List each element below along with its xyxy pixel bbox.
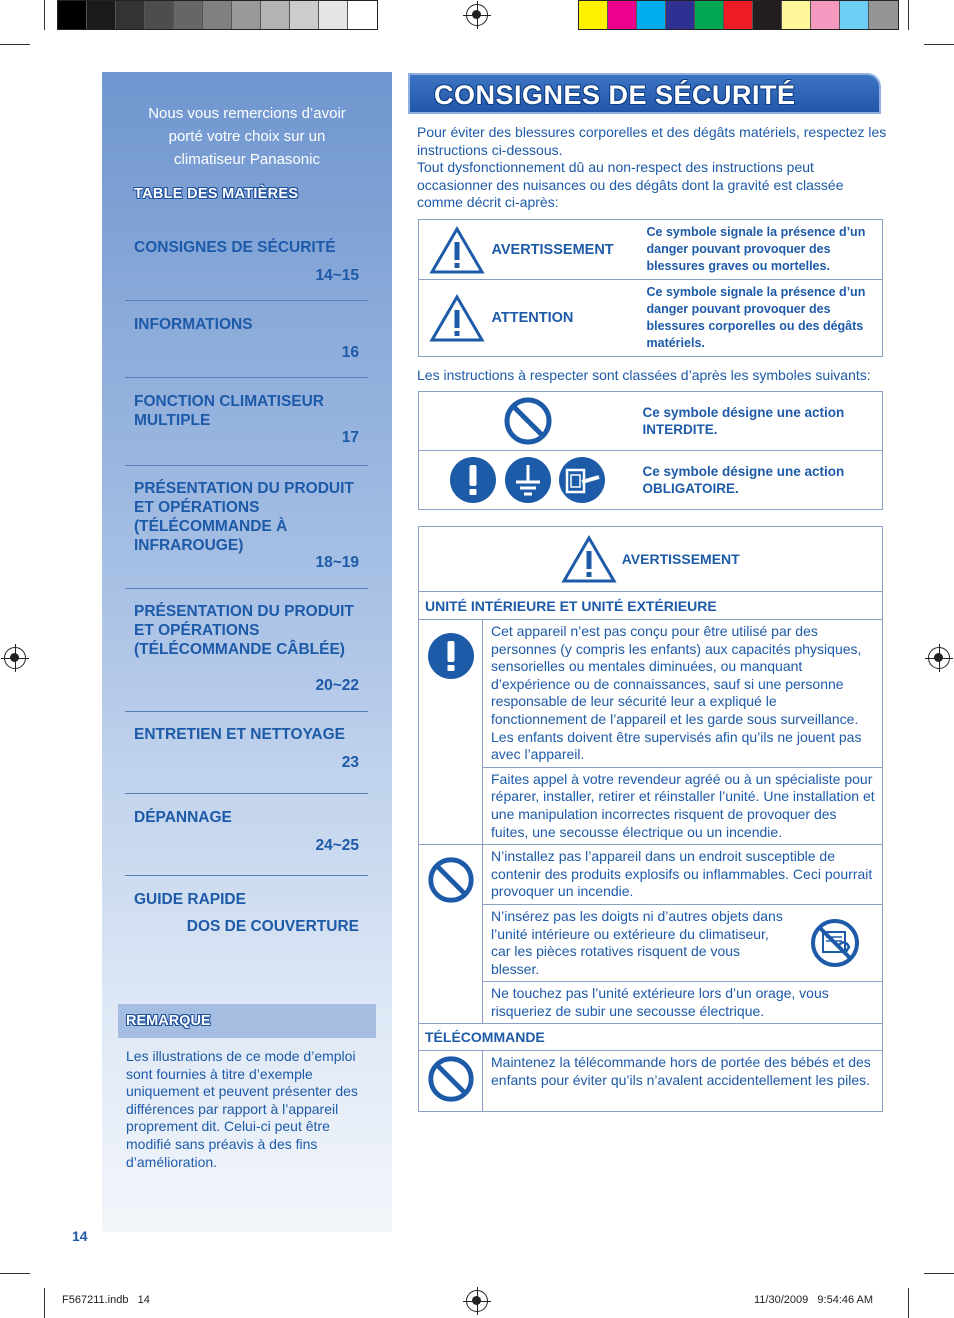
mandatory-icon: [427, 632, 475, 680]
toc-divider: [125, 793, 368, 794]
warning-item: Cet appareil n’est pas conçu pour être utilisé par des personnes (y compris les enfants) aux capacités physiques, sensorielles ou mentales diminuées, ou manquant d’expérience ou de connaissances, sauf si une personne responsable de leur sécurité leur a expliqué le fonctionnement de l’appareil et les garde sous surveillance. Les enfants doivent être supervisés afin qu’ils ne jouent pas avec l’appareil.: [483, 620, 883, 768]
toc-page: 20~22: [315, 677, 359, 694]
section-title-bar: [408, 73, 881, 114]
page-number: 14: [72, 1228, 88, 1244]
crop-mark: [908, 1288, 909, 1318]
toc-label: PRÉSENTATION DU PRODUIT ET OPÉRATIONS (TÉLÉCOMMANDE À INFRAROUGE): [134, 480, 354, 554]
color-swatch: [695, 1, 724, 29]
caution-triangle-icon: [429, 293, 485, 343]
toc-divider: [125, 465, 368, 466]
hazard-level-desc: Ce symbole signale la présence d’un danger pouvant provoquer des blessures graves ou mortelles.: [641, 220, 883, 280]
note-header: [118, 1004, 376, 1038]
registration-mark-icon: [4, 647, 26, 669]
unplug-icon: [558, 456, 606, 504]
crop-mark: [908, 0, 909, 30]
intro-text: Pour éviter des blessures corporelles et des dégâts matériels, respectez les instructions ci-dessous.: [417, 124, 887, 158]
color-swatch: [58, 1, 87, 29]
symbol-cell: [419, 451, 637, 510]
section-heading-units: UNITÉ INTÉRIEURE ET UNITÉ EXTÉRIEURE: [419, 592, 883, 620]
toc-label: INFORMATIONS: [134, 316, 253, 333]
toc-divider: [125, 300, 368, 301]
toc-label: ENTRETIEN ET NETTOYAGE: [134, 726, 346, 743]
color-swatch: [840, 1, 869, 29]
icon-cell: [419, 1051, 483, 1112]
warning-item: Ne touchez pas l’unité extérieure lors d’un orage, vous risqueriez de subir une secousse électrique.: [483, 982, 883, 1024]
toc-divider: [125, 588, 368, 589]
warning-item: Faites appel à votre revendeur agréé ou à un spécialiste pour réparer, installer, retirer et réinstaller l’unité. Une installation et une manipulation incorrectes risquent de provoquer des fuites, une secousse électrique ou un incendie.: [483, 767, 883, 844]
toc-item-safety[interactable]: [134, 238, 359, 288]
color-swatch: [666, 1, 695, 29]
registration-mark-icon: [466, 1290, 488, 1312]
thanks-line: porté votre choix sur un: [168, 128, 326, 145]
color-swatch: [348, 1, 377, 29]
toc-label: CONSIGNES DE SÉCURITÉ: [134, 239, 336, 256]
page-title: CONSIGNES DE SÉCURITÉ: [434, 80, 796, 110]
crop-mark: [44, 1288, 45, 1318]
toc-page: 23: [341, 754, 359, 771]
file-label: F567211.indb 14: [62, 1294, 150, 1306]
crop-mark: [0, 44, 30, 45]
toc-label: DÉPANNAGE: [134, 809, 232, 826]
toc-page: 24~25: [315, 837, 359, 854]
warning-triangle-icon: [561, 534, 617, 584]
mandatory-icon: [449, 456, 497, 504]
color-swatch: [319, 1, 348, 29]
toc-label: FONCTION CLIMATISEUR MULTIPLE: [134, 393, 325, 429]
sidebar: [102, 72, 392, 1232]
color-swatch: [290, 1, 319, 29]
hazard-level-cell: [419, 280, 641, 357]
thanks-line: Nous vous remercions d’avoir: [148, 105, 346, 122]
toc-divider: [125, 711, 368, 712]
toc-divider: [125, 875, 368, 876]
hazard-level-label: AVERTISSEMENT: [491, 241, 614, 258]
toc-label: GUIDE RAPIDE: [134, 891, 246, 908]
color-swatch: [579, 1, 608, 29]
toc-item-wired-remote[interactable]: [134, 602, 359, 698]
toc-page: 16: [341, 344, 359, 361]
warning-item: N’insérez pas les doigts ni d’autres objets dans l’unité intérieure ou extérieure du climatiseur, car les pièces rotatives risquent de vous blesser.: [491, 907, 783, 977]
prohibited-icon: [426, 1054, 476, 1104]
ground-icon: [504, 456, 552, 504]
toc-item-information[interactable]: [134, 315, 359, 365]
color-swatch: [87, 1, 116, 29]
icon-cell: [419, 845, 483, 1024]
toc-item-multi-function[interactable]: [134, 392, 359, 448]
prohibited-icon: [426, 855, 476, 905]
registration-mark-icon: [466, 4, 488, 26]
crop-mark: [924, 44, 954, 45]
color-swatch: [637, 1, 666, 29]
symbol-desc: Ce symbole désigne une action INTERDITE.: [637, 392, 883, 451]
symbol-cell: [419, 392, 637, 451]
crop-mark: [924, 1273, 954, 1274]
grayscale-color-bar: [57, 0, 378, 30]
warning-header: [419, 527, 883, 592]
color-swatch: [869, 1, 898, 29]
crop-mark: [0, 1273, 30, 1274]
hazard-level-cell: [419, 220, 641, 280]
symbols-intro: Les instructions à respecter sont classées d’après les symboles suivants:: [417, 367, 871, 383]
toc-divider: [125, 377, 368, 378]
color-swatch: [753, 1, 782, 29]
note-text: Les illustrations de ce mode d’emploi sont fournies à titre d’exemple uniquement et peuvent présenter des différences par rapport à l’appareil proprement dit. Celui-ci peut être modifié sans préavis à des fins d’amélioration.: [126, 1048, 358, 1170]
color-swatch: [608, 1, 637, 29]
warning-header-label: AVERTISSEMENT: [621, 551, 740, 567]
hazard-level-table: [418, 219, 883, 357]
color-swatch: [782, 1, 811, 29]
color-swatch: [145, 1, 174, 29]
hazard-level-label: ATTENTION: [491, 310, 574, 326]
symbol-desc: Ce symbole désigne une action OBLIGATOIRE.: [637, 451, 883, 510]
thanks-message: [102, 102, 392, 171]
toc-page: 17: [341, 429, 359, 446]
prohibited-icon: [502, 395, 554, 447]
toc-item-infrared-remote[interactable]: [134, 479, 359, 575]
toc-item-troubleshooting[interactable]: [134, 808, 359, 858]
no-fingers-icon: [809, 917, 861, 969]
cmyk-color-bar: [578, 0, 899, 30]
note-title: REMARQUE: [126, 1013, 211, 1029]
color-swatch: [811, 1, 840, 29]
toc-title: TABLE DES MATIÈRES: [134, 186, 299, 202]
warning-item-cell: [483, 904, 883, 981]
thanks-line: climatiseur Panasonic: [174, 151, 320, 168]
color-swatch: [116, 1, 145, 29]
symbol-table: [418, 391, 883, 510]
intro-text: Tout dysfonctionnement dû au non-respect des instructions peut occasionner des nuisances ou des dégâts dont la gravité est classée comme décrit ci-après:: [417, 159, 844, 210]
color-swatch: [232, 1, 261, 29]
toc-page: 18~19: [315, 554, 359, 571]
toc-page: DOS DE COUVERTURE: [186, 918, 359, 935]
crop-mark: [44, 0, 45, 30]
color-swatch: [261, 1, 290, 29]
color-swatch: [203, 1, 232, 29]
color-swatch: [174, 1, 203, 29]
warning-triangle-icon: [429, 225, 485, 275]
warning-item: Maintenez la télécommande hors de portée des bébés et des enfants pour éviter qu’ils n’avalent accidentellement les piles.: [483, 1051, 883, 1112]
toc-item-quick-guide[interactable]: [134, 890, 359, 940]
warning-item: N’installez pas l’appareil dans un endroit susceptible de contenir des produits explosifs ou inflammables. Ceci pourrait provoquer un incendie.: [483, 845, 883, 905]
toc-page: 14~15: [315, 267, 359, 284]
toc-item-maintenance[interactable]: [134, 725, 359, 775]
icon-cell: [419, 620, 483, 845]
toc-label: PRÉSENTATION DU PRODUIT ET OPÉRATIONS (TÉLÉCOMMANDE CÂBLÉE): [134, 603, 354, 658]
registration-mark-icon: [928, 647, 950, 669]
print-timestamp: 11/30/2009 9:54:46 AM: [754, 1294, 874, 1306]
warning-table: [418, 526, 883, 1112]
section-heading-remote: TÉLÉCOMMANDE: [419, 1024, 883, 1051]
color-swatch: [724, 1, 753, 29]
hazard-level-desc: Ce symbole signale la présence d’un danger pouvant provoquer des blessures corporelles ou des dégâts matériels.: [641, 280, 883, 357]
